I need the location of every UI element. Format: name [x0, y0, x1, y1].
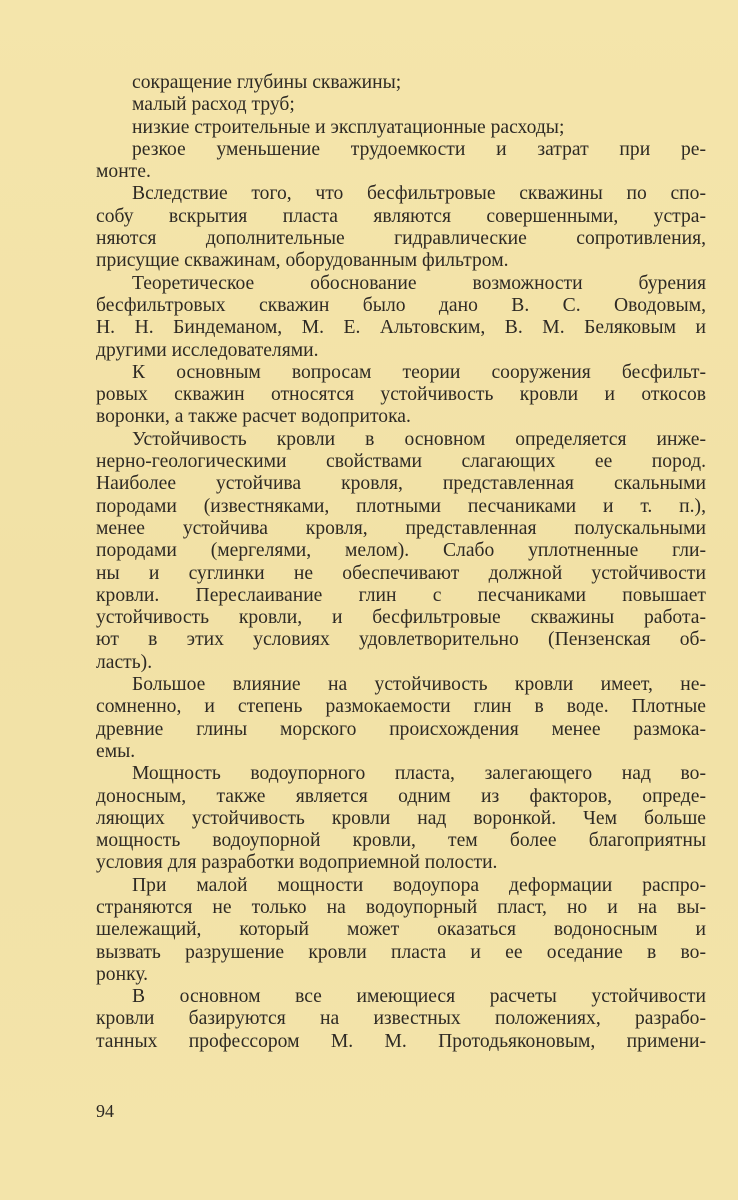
text-line: вызвать разрушение кровли пласта и ее оседание в во-	[96, 941, 706, 963]
text-line: Большое влияние на устойчивость кровли имеет, не-	[132, 674, 706, 696]
text-line: ронку.	[96, 963, 149, 985]
text-line: ны и суглинки не обеспечивают должной устойчивости	[96, 562, 706, 584]
text-line: ласть).	[96, 651, 153, 673]
text-line: кровли. Переслаивание глин с песчаниками повышает	[96, 584, 706, 606]
text-line: бесфильтровых скважин было дано В. С. Оводовым,	[96, 294, 706, 316]
text-line: Наиболее устойчива кровля, представленная скальными	[96, 473, 706, 495]
text-line: малый расход труб;	[132, 94, 295, 116]
text-line: танных профессором М. М. Протодьяконовым, примени-	[96, 1030, 706, 1052]
text-line: воронки, а также расчет водопритока.	[96, 406, 411, 428]
text-line: Теоретическое обоснование возможности бурения	[132, 272, 706, 294]
text-line: нерно-геологическими свойствами слагающих ее пород.	[96, 451, 706, 473]
text-line: менее устойчива кровля, представленная полускальными	[96, 517, 706, 539]
text-line: При малой мощности водоупора деформации распро-	[132, 874, 706, 896]
text-line: емы.	[96, 740, 136, 762]
text-line: древние глины морского происхождения менее размока-	[96, 718, 706, 740]
text-line: сомненно, и степень размокаемости глин в воде. Плотные	[96, 696, 706, 718]
text-line: К основным вопросам теории сооружения бесфильт-	[132, 361, 706, 383]
text-line: шележащий, который может оказаться водоносным и	[96, 919, 706, 941]
text-line: Н. Н. Биндеманом, М. Е. Альтовским, В. М. Беляковым и	[96, 317, 706, 339]
text-line: В основном все имеющиеся расчеты устойчивости	[132, 986, 706, 1008]
text-line: монте.	[96, 161, 151, 183]
text-line: устойчивость кровли, и бесфильтровые скважины работа-	[96, 607, 706, 629]
text-line: условия для разработки водоприемной полости.	[96, 852, 498, 874]
text-line: собу вскрытия пласта являются совершенными, устра-	[96, 205, 706, 227]
text-line: присущие скважинам, оборудованным фильтром.	[96, 250, 509, 272]
text-line: няются дополнительные гидравлические сопротивления,	[96, 228, 706, 250]
text-line: Устойчивость кровли в основном определяется инже-	[132, 428, 706, 450]
text-line: кровли базируются на известных положениях, разрабо-	[96, 1008, 706, 1030]
text-line: сокращение глубины скважины;	[132, 72, 402, 93]
text-line: другими исследователями.	[96, 339, 319, 361]
text-line: страняются не только на водоупорный пласт, но и на вы-	[96, 896, 706, 918]
page-number: 94	[96, 1101, 114, 1121]
text-line: ляющих устойчивость кровли над воронкой. Чем больше	[96, 807, 706, 829]
text-line: низкие строительные и эксплуатационные расходы;	[132, 116, 565, 138]
text-line: породами (известняками, плотными песчаниками и т. п.),	[96, 495, 706, 517]
body-text	[96, 72, 706, 1053]
text-line: мощность водоупорной кровли, тем более благоприятны	[96, 830, 706, 852]
text-line: доносным, также является одним из факторов, опреде-	[96, 785, 706, 807]
text-line: породами (мергелями, мелом). Слабо уплотненные гли-	[96, 540, 706, 562]
text-line: ют в этих условиях удовлетворительно (Пензенская об-	[96, 629, 706, 651]
text-line: Вследствие того, что бесфильтровые скважины по спо-	[132, 183, 706, 205]
text-line: резкое уменьшение трудоемкости и затрат при ре-	[132, 138, 706, 160]
text-line: ровых скважин относятся устойчивость кровли и откосов	[96, 384, 706, 406]
text-line: Мощность водоупорного пласта, залегающего над во-	[132, 763, 706, 785]
